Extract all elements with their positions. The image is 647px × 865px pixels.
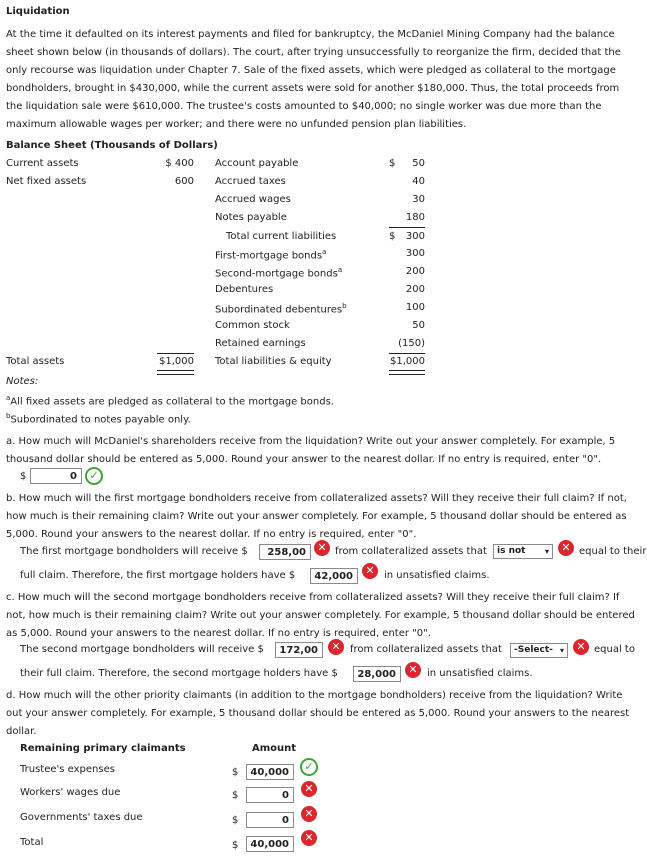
dollar-sign: $ — [232, 767, 239, 778]
cross-icon: ✕ — [301, 781, 317, 797]
total-assets-value: $1,000 — [159, 356, 194, 367]
chevron-down-icon: ▾ — [559, 646, 564, 655]
liability-label: Accrued taxes — [215, 176, 286, 187]
answer-text: The first mortgage bondholders will receive $ — [20, 546, 248, 557]
shareholders-input[interactable]: 0 — [30, 468, 82, 484]
claimant-label: Trustee's expenses — [20, 764, 115, 775]
total-liabilities-value: $1,000 — [390, 356, 425, 367]
first-mortgage-unsatisfied-input[interactable]: 42,000 — [310, 568, 358, 584]
liability-value: 180 — [405, 212, 425, 223]
liability-label: Debentures — [215, 284, 274, 295]
liability-label: Retained earnings — [215, 338, 306, 349]
liability-value: 40 — [412, 176, 425, 187]
first-mortgage-select[interactable]: is not ▾ — [493, 544, 553, 559]
liability-dollar: $ — [389, 231, 396, 242]
claimant-label: Workers' wages due — [20, 787, 121, 798]
answer-text: in unsatisfied claims. — [427, 668, 533, 679]
second-mortgage-amount-input[interactable]: 172,00 — [275, 642, 323, 658]
trustee-expenses-input[interactable]: 40,000 — [246, 764, 294, 780]
total-rule — [389, 353, 425, 354]
liability-value: 30 — [412, 194, 425, 205]
liability-value: 100 — [405, 302, 425, 313]
dollar-sign: $ — [232, 815, 239, 826]
liability-value: 300 — [405, 248, 425, 259]
cross-icon: ✕ — [573, 639, 589, 655]
liability-label: Second-mortgage bonds$^a$ — [215, 266, 343, 280]
answer-text: equal to — [594, 644, 635, 655]
check-icon: ✓ — [85, 467, 103, 485]
dollar-sign: $ — [20, 471, 27, 482]
dollar-sign: $ — [232, 840, 239, 851]
liability-value: 50 — [412, 158, 425, 169]
cross-icon: ✕ — [301, 806, 317, 822]
check-icon: ✓ — [300, 758, 318, 776]
amount-column-header: Amount — [252, 743, 297, 754]
answer-text: from collateralized assets that — [350, 644, 502, 655]
cross-icon: ✕ — [405, 662, 421, 678]
second-mortgage-unsatisfied-input[interactable]: 28,000 — [353, 666, 401, 682]
double-rule — [389, 370, 425, 375]
second-mortgage-select[interactable]: -Select- ▾ — [510, 643, 568, 658]
answer-text: The second mortgage bondholders will receive $ — [20, 644, 264, 655]
subtotal-rule — [389, 227, 425, 228]
liability-label: Subordinated debentures$^b$ — [215, 302, 347, 316]
liability-label: Total current liabilities — [226, 231, 337, 242]
dollar-sign: $ — [232, 790, 239, 801]
liability-value: 50 — [412, 320, 425, 331]
liability-label: Common stock — [215, 320, 290, 331]
liability-value: 200 — [405, 284, 425, 295]
balance-sheet-title: Balance Sheet (Thousands of Dollars) — [6, 140, 218, 151]
answer-text: their full claim. Therefore, the second mortgage holders have $ — [20, 668, 338, 679]
answer-text: full claim. Therefore, the first mortgage holders have $ — [20, 570, 296, 581]
answer-text: in unsatisfied claims. — [384, 570, 490, 581]
liability-dollar: $ — [389, 158, 396, 169]
intro-paragraph: At the time it defaulted on its interest payments and filed for bankruptcy, the McDaniel Mining Company had the balance sheet shown below (in thousands of dollars). The court, after trying unsuccessfully to reorganize the firm, decided that the only recourse was liquidation under Chapter 7. Sale of the fixed assets, which were pledged as collateral to the mortgage bondholders, brought in $430,000, while the current assets were sold for another $180,000. Thus, the total proceeds from the liquidation sale were $610,000. The trustee's costs amounted to $40,000; no single worker was due more than the maximum allowable wages per worker; and there were no unfunded pension plan liabilities. — [6, 29, 621, 130]
answer-text: from collateralized assets that — [335, 546, 487, 557]
question-a-text: a. How much will McDaniel's shareholders receive from the liquidation? Write out your answer completely. For example, 5 thousand dollar should be entered as 5,000. Round your answer to the nearest dollar. If no entry is required, enter "0". — [6, 436, 616, 465]
chevron-down-icon: ▾ — [544, 547, 549, 556]
liability-value: (150) — [398, 338, 425, 349]
liability-value: 200 — [405, 266, 425, 277]
first-mortgage-amount-input[interactable]: 258,00 — [259, 544, 311, 560]
asset-value: 600 — [174, 176, 194, 187]
liability-value: 300 — [405, 231, 425, 242]
total-input[interactable]: 40,000 — [246, 836, 294, 852]
note-b: $^b$Subordinated to notes payable only. — [6, 412, 191, 426]
claimant-label: Total — [20, 837, 44, 848]
question-b-text: b. How much will the first mortgage bondholders receive from collateralized assets? Will they receive their full claim? If not, how much is their remaining claim? Write out your answer completely. For example, 5 thousand dollar should be entered as 5,000. Round your answers to the nearest dollar. If no entry is required, enter "0". — [6, 493, 627, 540]
cross-icon: ✕ — [301, 830, 317, 846]
double-rule — [157, 370, 194, 375]
cross-icon: ✕ — [362, 563, 378, 579]
claimants-column-header: Remaining primary claimants — [20, 743, 186, 754]
asset-label: Net fixed assets — [6, 176, 87, 187]
cross-icon: ✕ — [328, 639, 344, 655]
asset-label: Current assets — [6, 158, 79, 169]
note-a: $^a$All fixed assets are pledged as collateral to the mortgage bonds. — [6, 394, 334, 408]
question-d-text: d. How much will the other priority claimants (in addition to the mortgage bondholders) receive from the liquidation? Write out your answer completely. For example, 5 thousand dollar should be entered as 5,000. Round your answers to the nearest dollar. — [6, 690, 630, 737]
government-taxes-input[interactable]: 0 — [246, 812, 294, 828]
total-assets-label: Total assets — [6, 356, 65, 367]
total-rule — [157, 353, 194, 354]
asset-value: $ 400 — [165, 158, 194, 169]
page-title: Liquidation — [6, 6, 70, 17]
liability-label: Accrued wages — [215, 194, 291, 205]
answer-text: equal to their — [579, 546, 647, 557]
cross-icon: ✕ — [314, 540, 330, 556]
liability-label: First-mortgage bonds$^a$ — [215, 248, 327, 262]
workers-wages-input[interactable]: 0 — [246, 787, 294, 803]
liability-label: Account payable — [215, 158, 299, 169]
claimant-label: Governments' taxes due — [20, 812, 143, 823]
notes-label: Notes: — [6, 376, 39, 387]
cross-icon: ✕ — [558, 540, 574, 556]
question-c-text: c. How much will the second mortgage bondholders receive from collateralized assets? Will they receive their full claim? If not, how much is their remaining claim? Write out your answer completely. For example, 5 thousand dollar should be entered as 5,000. Round your answers to the nearest dollar. If no entry is required, enter "0". — [6, 592, 635, 639]
total-liabilities-label: Total liabilities & equity — [215, 356, 332, 367]
liability-label: Notes payable — [215, 212, 287, 223]
